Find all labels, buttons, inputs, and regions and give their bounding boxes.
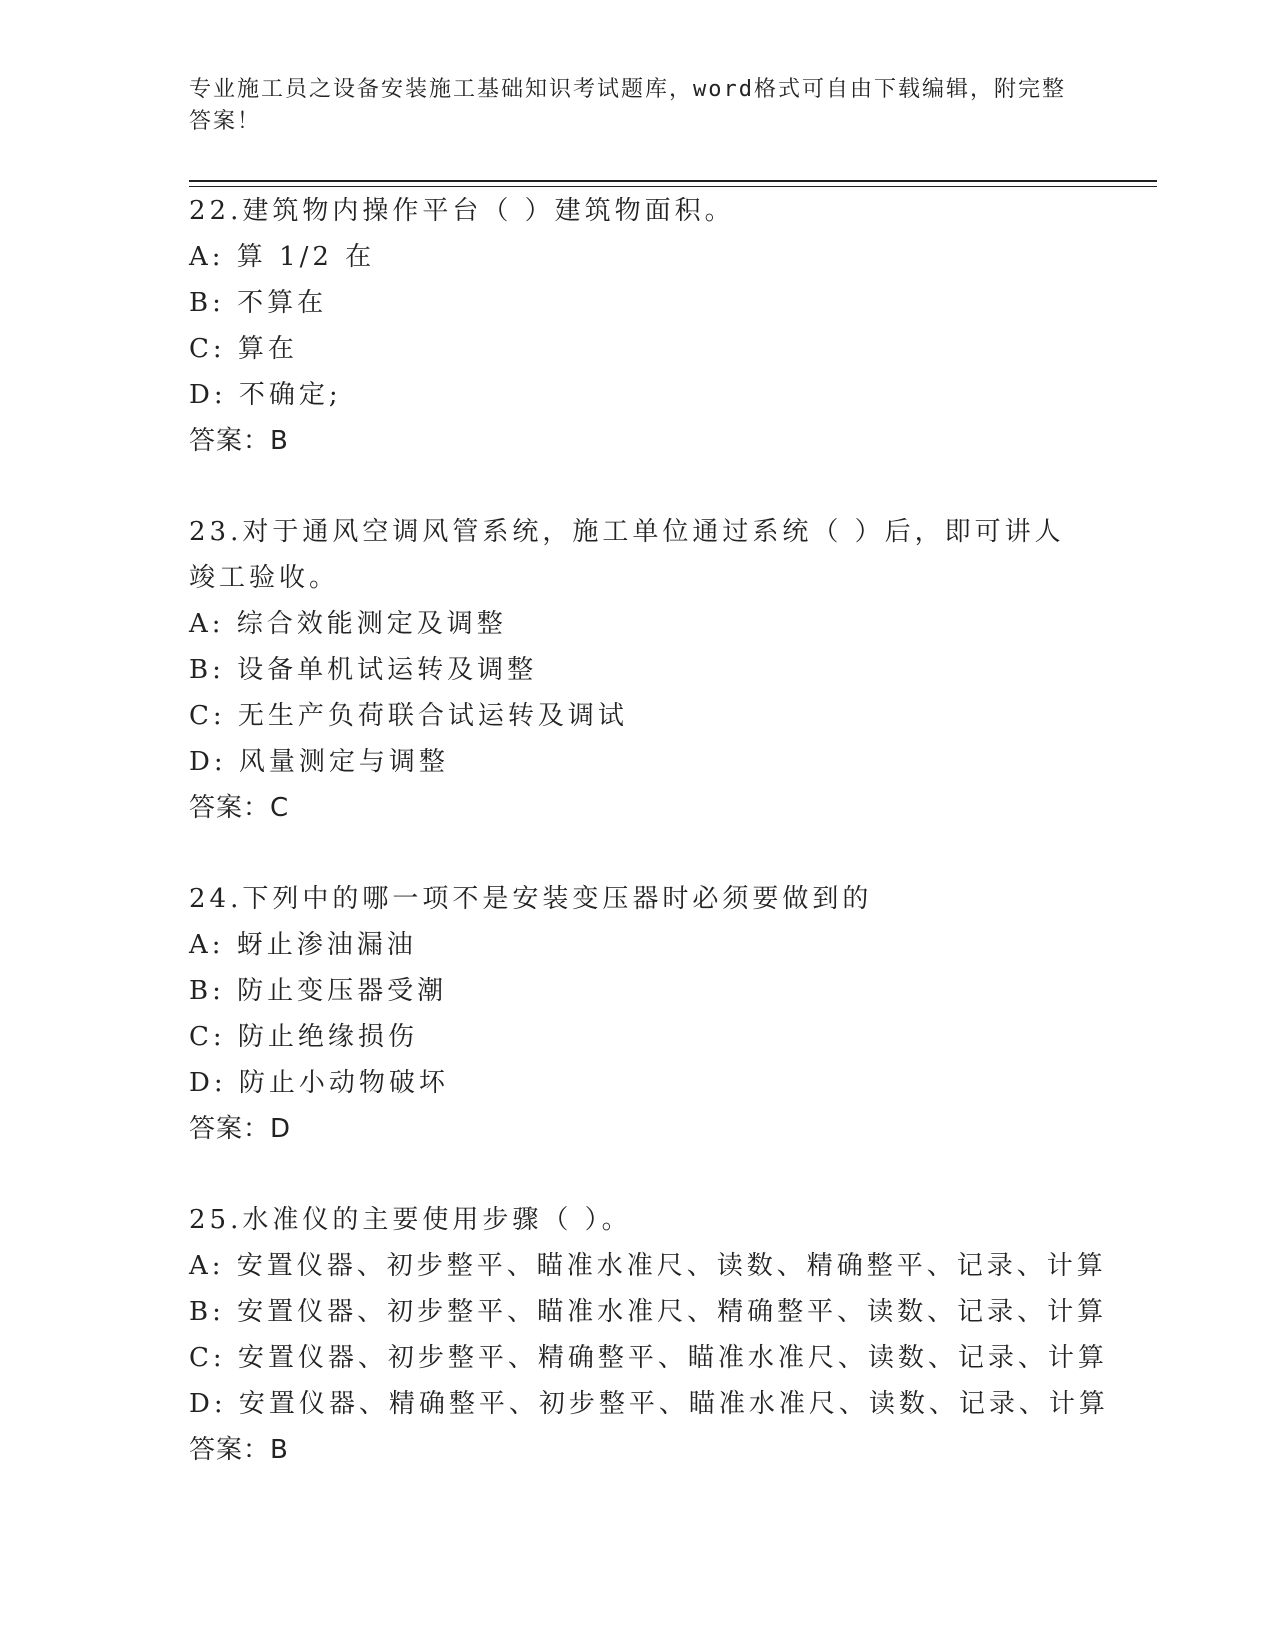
question-stem: 25.水准仪的主要使用步骤（ ）。 — [189, 1205, 632, 1235]
question-22 — [189, 188, 1089, 464]
question-23 — [189, 509, 1089, 831]
question-25 — [189, 1197, 1109, 1473]
option-a: A: 蚜止渗油漏油 — [189, 930, 417, 960]
option-b: B: 不算在 — [189, 288, 328, 318]
question-list — [189, 188, 1109, 1518]
answer-label: 答案：D — [189, 1114, 292, 1144]
question-stem: 24.下列中的哪一项不是安装变压器时必须要做到的 — [189, 884, 873, 914]
option-d: D: 防止小动物破坏 — [189, 1068, 449, 1098]
option-a: A: 安置仪器、初步整平、瞄准水准尺、读数、精确整平、记录、计算 — [189, 1251, 1107, 1281]
option-d: D: 安置仪器、精确整平、初步整平、瞄准水准尺、读数、记录、计算 — [189, 1389, 1109, 1419]
answer-label: 答案：C — [189, 793, 290, 823]
option-d: D: 不确定; — [189, 380, 342, 410]
option-c: C: 安置仪器、初步整平、精确整平、瞄准水准尺、读数、记录、计算 — [189, 1343, 1108, 1373]
question-24 — [189, 876, 1089, 1152]
option-d: D: 风量测定与调整 — [189, 747, 449, 777]
answer-label: 答案：B — [189, 426, 289, 456]
option-c: C: 算在 — [189, 334, 298, 364]
option-c: C: 防止绝缘损伤 — [189, 1022, 418, 1052]
question-stem: 23.对于通风空调风管系统，施工单位通过系统（ ）后，即可讲人竣工验收。 — [189, 517, 1065, 593]
header-divider-thick — [189, 180, 1157, 182]
header-divider-thin — [189, 186, 1157, 187]
question-stem: 22.建筑物内操作平台（ ）建筑物面积。 — [189, 196, 735, 226]
option-b: B: 安置仪器、初步整平、瞄准水准尺、精确整平、读数、记录、计算 — [189, 1297, 1108, 1327]
answer-label: 答案：B — [189, 1435, 289, 1465]
option-a: A: 算 1/2 在 — [189, 242, 376, 272]
option-c: C: 无生产负荷联合试运转及调试 — [189, 701, 628, 731]
option-b: B: 设备单机试运转及调整 — [189, 655, 538, 685]
option-a: A: 综合效能测定及调整 — [189, 609, 507, 639]
option-b: B: 防止变压器受潮 — [189, 976, 448, 1006]
document-header: 专业施工员之设备安装施工基础知识考试题库，word格式可自由下载编辑，附完整答案！ — [189, 77, 1066, 134]
